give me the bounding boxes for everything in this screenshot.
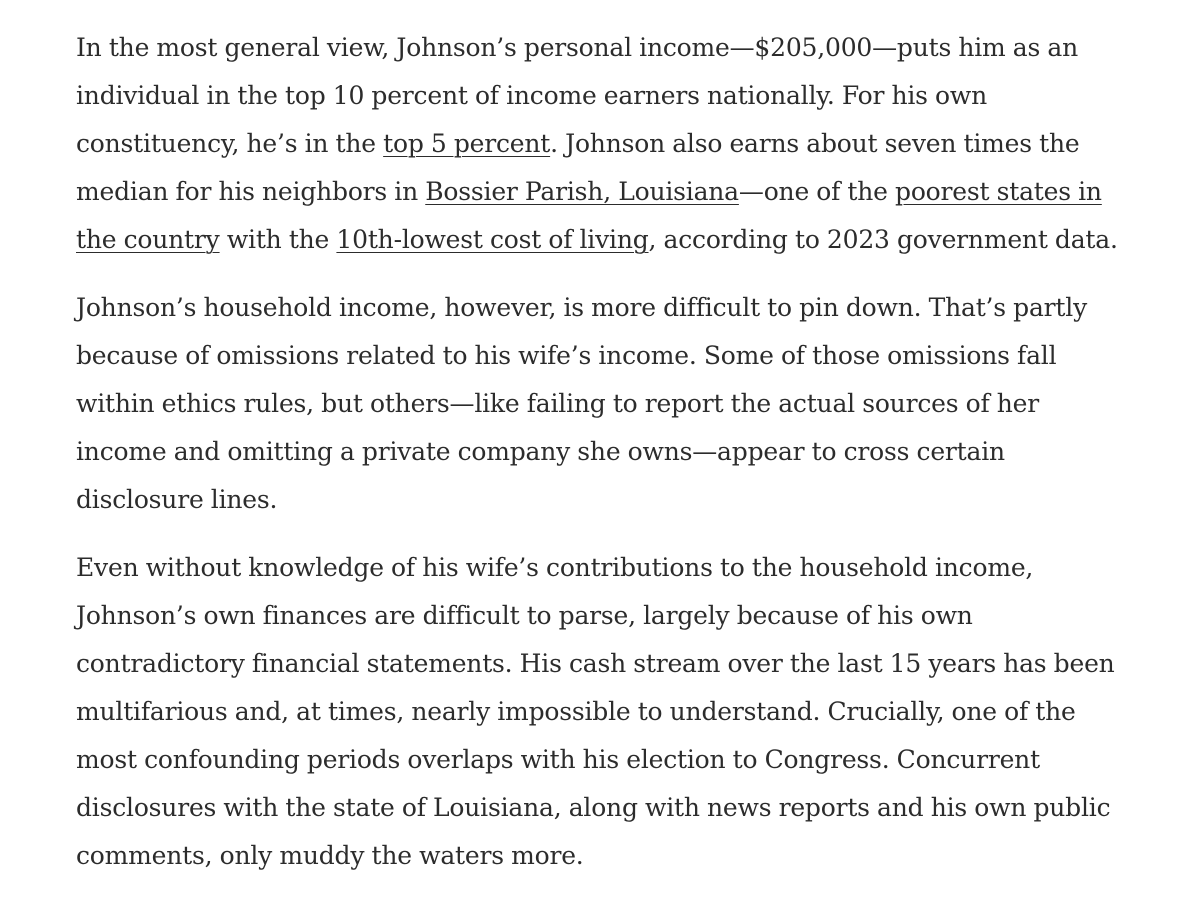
text-line: because of omissions related to his wife’s income. Some of those omissions fall	[76, 341, 1057, 370]
paragraph-household-income	[76, 284, 1176, 524]
text-line: income and omitting a private company she owns—appear to cross certain	[76, 437, 1005, 466]
paragraph-own-finances	[76, 544, 1176, 880]
text-line: disclosure lines.	[76, 485, 278, 514]
text-line	[76, 168, 1176, 216]
text-line	[76, 216, 1176, 264]
link-bossier-parish[interactable]: Bossier Parish, Louisiana	[425, 177, 739, 206]
link-cost-of-living[interactable]: 10th-lowest cost of living	[336, 225, 649, 254]
text-segment: with the	[219, 225, 337, 254]
link-top-5-percent[interactable]: top 5 percent	[383, 129, 551, 158]
text-line: comments, only muddy the waters more.	[76, 841, 584, 870]
text-segment: , according to 2023 government data.	[648, 225, 1118, 254]
text-line: Johnson’s own finances are difficult to parse, largely because of his own	[76, 601, 973, 630]
article-body	[76, 24, 1176, 900]
text-line: within ethics rules, but others—like failing to report the actual sources of her	[76, 389, 1039, 418]
link-poorest-states-part1[interactable]: poorest states in	[895, 177, 1102, 206]
text-line: disclosures with the state of Louisiana, along with news reports and his own public	[76, 793, 1111, 822]
text-line: contradictory financial statements. His cash stream over the last 15 years has been	[76, 649, 1115, 678]
paragraph-personal-income	[76, 24, 1176, 264]
text-line: Johnson’s household income, however, is more difficult to pin down. That’s partly	[76, 293, 1087, 322]
text-line: Even without knowledge of his wife’s contributions to the household income,	[76, 553, 1034, 582]
text-segment: . Johnson also earns about seven times the	[550, 129, 1080, 158]
text-line	[76, 120, 1176, 168]
text-line: individual in the top 10 percent of income earners nationally. For his own	[76, 81, 988, 110]
text-segment: median for his neighbors in	[76, 177, 426, 206]
text-line: most confounding periods overlaps with his election to Congress. Concurrent	[76, 745, 1040, 774]
text-line: In the most general view, Johnson’s personal income—$205,000—puts him as an	[76, 33, 1078, 62]
text-segment: —one of the	[738, 177, 896, 206]
link-poorest-states-part2[interactable]: the country	[76, 225, 220, 254]
text-segment: constituency, he’s in the	[76, 129, 384, 158]
text-line: multifarious and, at times, nearly impossible to understand. Crucially, one of the	[76, 697, 1076, 726]
